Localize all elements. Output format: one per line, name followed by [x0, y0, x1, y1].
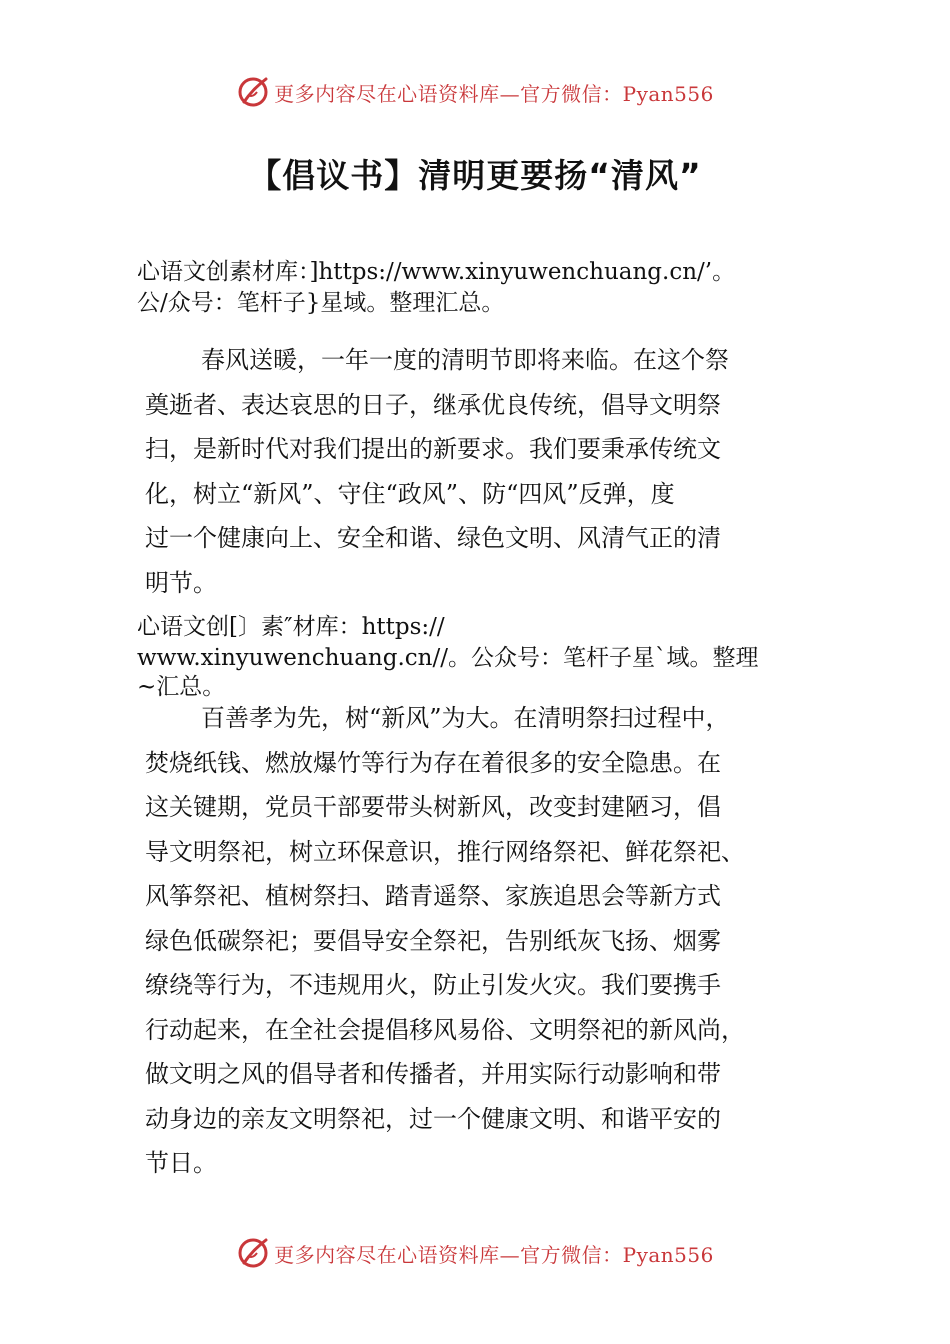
source-note-1-line: 公/众号：笔杆子}星域。整理汇总。: [137, 290, 505, 316]
paragraph-line: 做文明之风的倡导者和传播者，并用实际行动影响和带: [145, 1060, 721, 1088]
paragraph-line: 缭绕等行为，不违规用火，防止引发火灾。我们要携手: [145, 971, 721, 999]
paragraph-line: 导文明祭祀，树立环保意识，推行网络祭祀、鲜花祭祀、: [145, 837, 745, 866]
paragraph-line: 动身边的亲友文明祭祀，过一个健康文明、和谐平安的: [145, 1104, 721, 1133]
document-title: 【倡议书】清明更要扬“清风”: [248, 156, 702, 195]
source-note-2-line: www.xinyuwenchuang.cn//。公众号：笔杆子星`域。整理: [137, 645, 759, 671]
source-note-1: [137, 257, 837, 319]
paragraph-line: 百善孝为先，树“新风”为大。在清明祭扫过程中，: [201, 704, 730, 732]
source-note-2-line: 心语文创[〕素″材库：https://: [137, 614, 445, 640]
paragraph-line: 行动起来，在全社会提倡移风易俗、文明祭祀的新风尚，: [145, 1015, 745, 1044]
paragraph-line: 过一个健康向上、安全和谐、绿色文明、风清气正的清: [145, 524, 721, 552]
paragraph-line: 风筝祭祀、植树祭扫、踏青遥祭、家族追思会等新方式: [145, 882, 721, 910]
paragraph-line: 绿色低碳祭祀；要倡导安全祭祀，告别纸灰飞扬、烟雾: [145, 926, 721, 955]
source-note-1-line: 心语文创素材库：]https://www.xinyuwenchuang.cn/’。: [137, 259, 736, 285]
paragraph-line: 化，树立“新风”、守住“政风”、防“四风”反弹，度: [145, 479, 675, 508]
paragraph-1: [145, 338, 810, 605]
header-banner-text: 更多内容尽在心语资料库—官方微信：Pyan556: [274, 81, 714, 106]
source-note-2-line: ~汇总。: [137, 674, 226, 700]
paragraph-2: [145, 696, 810, 1186]
paragraph-line: 春风送暖，一年一度的清明节即将来临。在这个祭: [201, 346, 729, 374]
header-banner: [0, 72, 950, 112]
brush-logo-icon: [236, 75, 270, 109]
paragraph-line: 明节。: [145, 568, 217, 597]
source-note-2: [137, 612, 837, 700]
brush-logo-icon: [236, 1236, 270, 1270]
paragraph-line: 奠逝者、表达哀思的日子，继承优良传统，倡导文明祭: [145, 390, 721, 419]
paragraph-line: 节日。: [145, 1149, 217, 1177]
footer-banner-text: 更多内容尽在心语资料库—官方微信：Pyan556: [274, 1242, 714, 1267]
paragraph-line: 焚烧纸钱、燃放爆竹等行为存在着很多的安全隐患。在: [145, 748, 721, 777]
paragraph-line: 扫，是新时代对我们提出的新要求。我们要秉承传统文: [145, 435, 721, 463]
paragraph-line: 这关键期，党员干部要带头树新风，改变封建陋习，倡: [145, 793, 721, 821]
footer-banner: [0, 1233, 950, 1273]
